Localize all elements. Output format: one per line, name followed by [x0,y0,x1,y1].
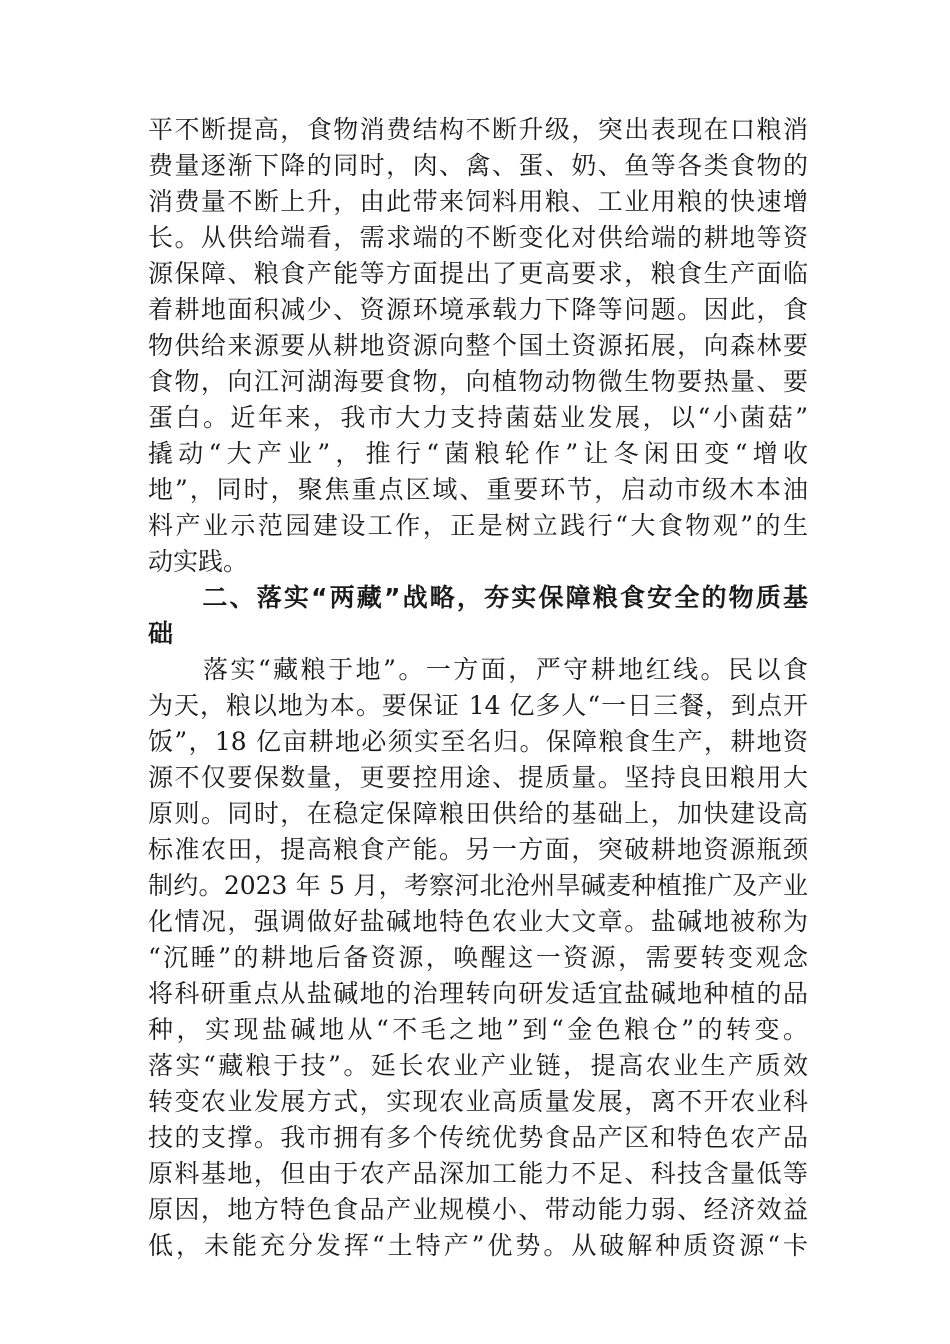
body-text-line: 料产业示范园建设工作，正是树立践行“大食物观”的生 [148,511,808,540]
body-text-line: 制约。2023 年 5 月，考察河北沧州旱碱麦种植推广及产业 [148,871,808,900]
body-text-line: 长。从供给端看，需求端的不断变化对供给端的耕地等资 [148,223,808,252]
body-text-line: 原因，地方特色食品产业规模小、带动能力弱、经济效益 [148,1195,808,1224]
body-text-line: 动实践。 [148,547,249,576]
body-text-line: 标准农田，提高粮食产能。另一方面，突破耕地资源瓶颈 [148,835,808,864]
section-heading: 二、落实“两藏”战略，夯实保障粮食安全的物质基 [148,583,808,612]
body-text-line: 蛋白。近年来，我市大力支持菌菇业发展，以“小菌菇” [148,403,808,432]
body-text-line: 地”，同时，聚焦重点区域、重要环节，启动市级木本油 [148,475,808,504]
body-text-line: 食物，向江河湖海要食物，向植物动物微生物要热量、要 [148,367,808,396]
body-text-line: 饭”，18 亿亩耕地必须实至名归。保障粮食生产，耕地资 [148,727,808,756]
body-text-line: 消费量不断上升，由此带来饲料用粮、工业用粮的快速增 [148,187,808,216]
body-text-line: 物供给来源要从耕地资源向整个国土资源拓展，向森林要 [148,331,808,360]
body-text-line: 平不断提高，食物消费结构不断升级，突出表现在口粮消 [148,115,808,144]
body-text-line: 转变农业发展方式，实现农业高质量发展，离不开农业科 [148,1087,808,1116]
body-text-line: 原则。同时，在稳定保障粮田供给的基础上，加快建设高 [148,799,808,828]
body-text-line: 源保障、粮食产能等方面提出了更高要求，粮食生产面临 [148,259,808,288]
body-text-line: 技的支撑。我市拥有多个传统优势食品产区和特色农产品 [148,1123,808,1152]
body-text-line: 原料基地，但由于农产品深加工能力不足、科技含量低等 [148,1159,808,1188]
body-text-line: “沉睡”的耕地后备资源，唤醒这一资源，需要转变观念 [148,943,808,972]
body-text-line: 为天，粮以地为本。要保证 14 亿多人“一日三餐，到点开 [148,691,808,720]
body-text-line: 源不仅要保数量，更要控用途、提质量。坚持良田粮用大 [148,763,808,792]
body-text-line: 落实“藏粮于技”。延长农业产业链，提高农业生产质效 [148,1051,808,1080]
body-text-line: 费量逐渐下降的同时，肉、禽、蛋、奶、鱼等各类食物的 [148,151,808,180]
body-text-line: 撬动“大产业”，推行“菌粮轮作”让冬闲田变“增收 [148,439,808,468]
body-text-line: 落实“藏粮于地”。一方面，严守耕地红线。民以食 [148,655,808,684]
body-text-line: 化情况，强调做好盐碱地特色农业大文章。盐碱地被称为 [148,907,808,936]
body-text-line: 种，实现盐碱地从“不毛之地”到“金色粮仓”的转变。 [148,1015,808,1044]
body-text-line: 将科研重点从盐碱地的治理转向研发适宜盐碱地种植的品 [148,979,808,1008]
body-text-line: 低，未能充分发挥“土特产”优势。从破解种质资源“卡 [148,1231,808,1260]
body-text-line: 着耕地面积减少、资源环境承载力下降等问题。因此，食 [148,295,808,324]
section-heading-continuation: 础 [148,619,174,648]
